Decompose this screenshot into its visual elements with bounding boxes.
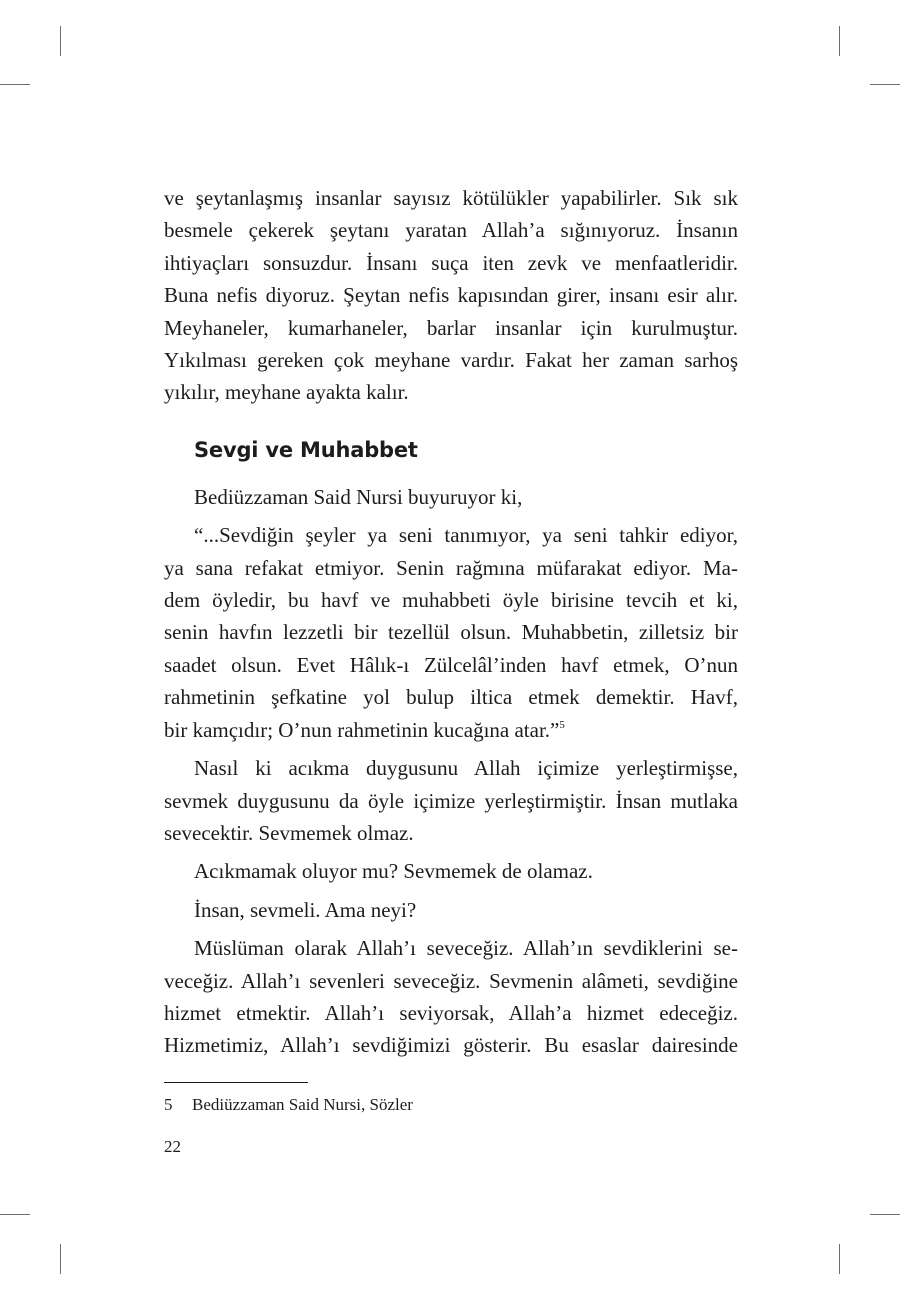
crop-mark [839,26,840,56]
text-line: saadet olsun. Evet Hâlık-ı Zülcelâl’inden havf etmek, O’nun [164,652,738,677]
text-line: besmele çekerek şeytanı yaratan Allah’a sığınıyoruz. İnsanın [164,218,738,243]
text-line: sevmek duygusunu da öyle içimize yerleştirmiştir. İnsan mutlaka [164,788,738,813]
text-line: rahmetinin şefkatine yol bulup iltica etmek demektir. Havf, [164,685,738,710]
paragraph-5 [164,855,738,887]
body-text [164,182,738,1062]
footnote [164,1094,413,1116]
crop-mark [60,1244,61,1274]
text-line: Nasıl ki acıkma duygusunu Allah içimize yerleştirmişse, [194,756,738,781]
paragraph-6 [164,894,738,926]
text-line: hizmet etmektir. Allah’ı seviyorsak, Allah’a hizmet edeceğiz. [164,1000,738,1025]
crop-mark [839,1244,840,1274]
text-line: sevecektir. Sevmemek olmaz. [164,820,414,845]
text-line: “...Sevdiğin şeyler ya seni tanımıyor, ya seni tahkir ediyor, [194,523,738,548]
crop-mark [0,1214,30,1215]
text-line: ve şeytanlaşmış insanlar sayısız kötülükler yapabilirler. Sık sık [164,186,738,210]
page-number: 22 [164,1137,181,1156]
crop-mark [870,84,900,85]
crop-mark [870,1214,900,1215]
paragraph-2 [164,481,738,513]
text-line: yıkılır, meyhane ayakta kalır. [164,380,409,405]
paragraph-4 [164,752,738,849]
text-line: Acıkmamak oluyor mu? Sevmemek de olamaz. [194,859,593,884]
footnote-divider [164,1082,308,1083]
text-line: ihtiyaçları sonsuzdur. İnsanı suça iten zevk ve menfaatleridir. [164,250,738,275]
footnote-text: Bediüzzaman Said Nursi, Sözler [192,1095,413,1114]
text-line: Buna nefis diyoruz. Şeytan nefis kapısından girer, insanı esir alır. [164,283,738,308]
paragraph-7 [164,932,738,1062]
text-line: Bediüzzaman Said Nursi buyuruyor ki, [194,484,523,509]
quote-paragraph [164,519,738,746]
text-line: veceğiz. Allah’ı sevenleri seveceğiz. Sevmenin alâmeti, sevdiğine [164,968,738,993]
text-line: senin havfın lezzetli bir tezellül olsun. Muhabbetin, zilletsiz bir [164,620,738,645]
text-line: Meyhaneler, kumarhaneler, barlar insanlar için kurulmuştur. [164,315,738,340]
section-heading: Sevgi ve Muhabbet [194,437,418,462]
text-line: Hizmetimiz, Allah’ı sevdiğimizi gösterir. Bu esaslar dairesinde [164,1033,738,1058]
text-line [164,714,738,746]
text-line: Müslüman olarak Allah’ı seveceğiz. Allah’ın sevdiklerini se- [194,936,738,961]
text-line: dem öyledir, bu havf ve muhabbeti öyle birisine tevcih et ki, [164,588,738,613]
crop-mark [0,84,30,85]
footnote-number: 5 [164,1095,173,1114]
footnote-reference: 5 [559,718,565,731]
crop-mark [60,26,61,56]
text-line: ya sana refakat etmiyor. Senin rağmına müfarakat ediyor. Ma- [164,555,738,580]
paragraph-1 [164,182,738,409]
text-line: İnsan, sevmeli. Ama neyi? [194,897,417,922]
quote-end-text: bir kamçıdır; O’nun rahmetinin kucağına atar.” [164,717,560,742]
text-line: Yıkılması gereken çok meyhane vardır. Fakat her zaman sarhoş [164,348,738,373]
